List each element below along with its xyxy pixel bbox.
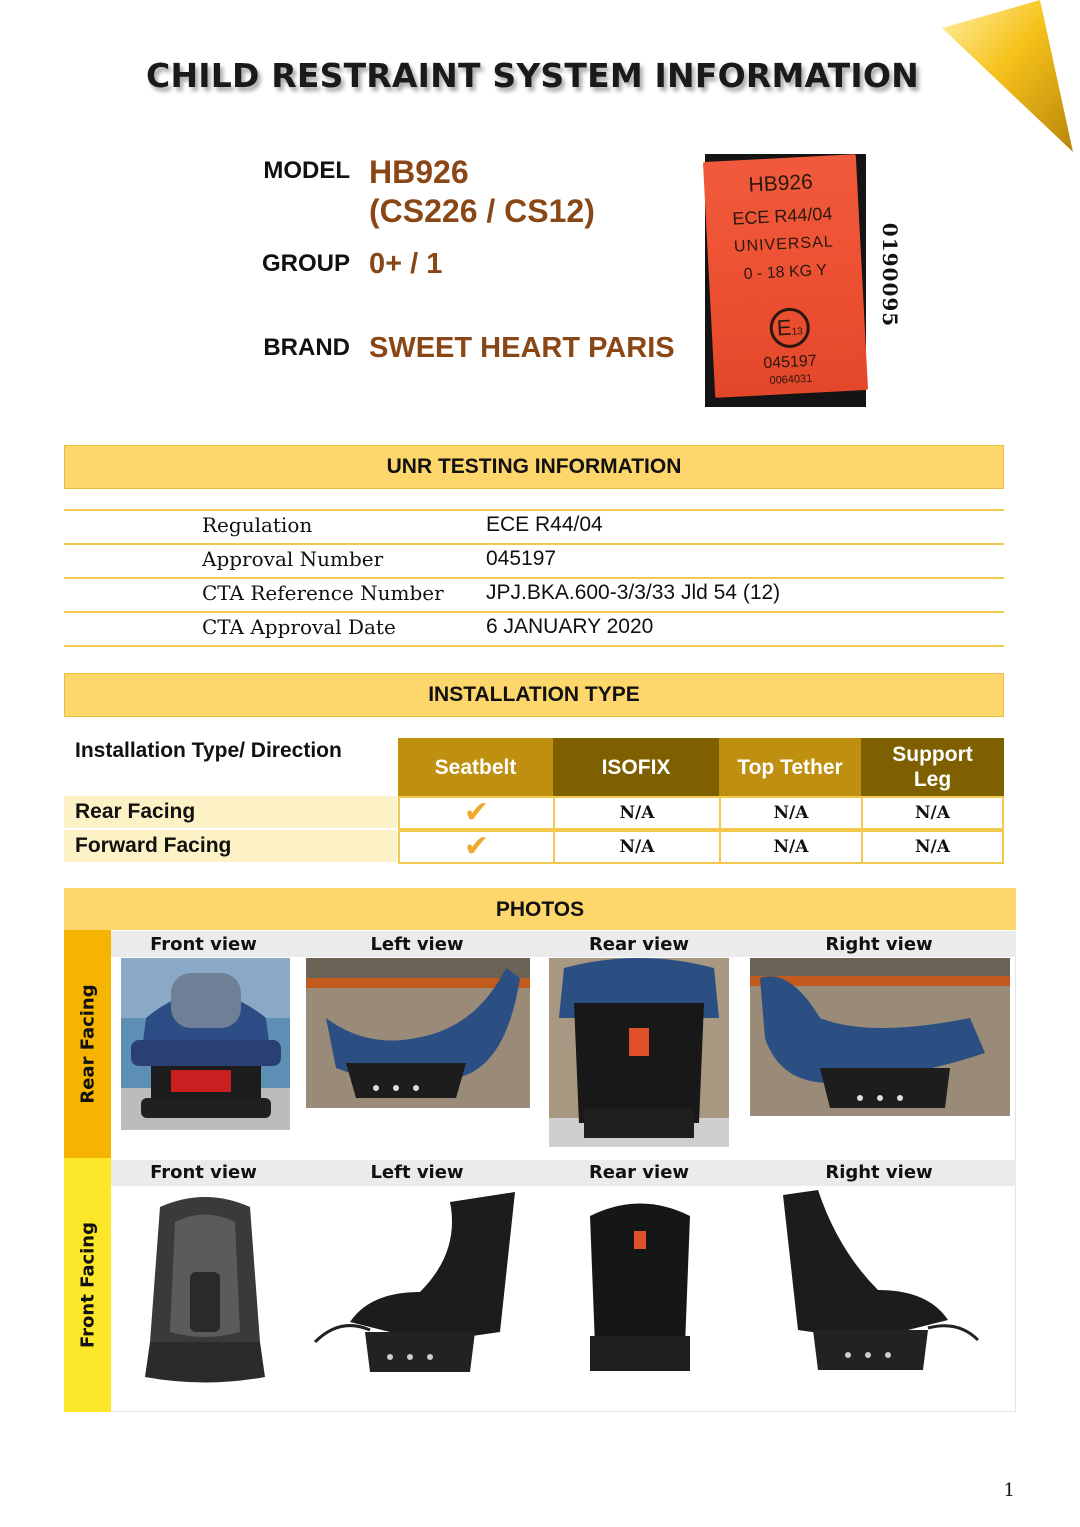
photo-rear-facing-left-view (306, 958, 530, 1108)
group-value: 0+ / 1 (369, 248, 443, 280)
photo-rear-facing-front-view (121, 958, 290, 1130)
column-header-seatbelt: Seatbelt (398, 738, 553, 796)
photos-heading: PHOTOS (64, 888, 1016, 930)
e-mark-icon: E13 (769, 307, 811, 349)
label-line-regulation: ECE R44/04 (731, 203, 833, 229)
photo-front-facing-right-view (778, 1190, 980, 1378)
photo-front-facing-rear-view (580, 1196, 700, 1376)
caption-front-rear-view: Rear view (588, 1162, 690, 1183)
photo-front-facing-front-view (140, 1192, 270, 1388)
label-line-model: HB926 (747, 170, 814, 197)
label-line-universal: UNIVERSAL (733, 233, 835, 256)
cell-rear-isofix: N/A (553, 796, 721, 830)
photo-front-facing-left-view (310, 1192, 520, 1380)
column-header-support-leg: Support Leg (861, 738, 1004, 796)
installation-direction-label: Installation Type/ Direction (75, 739, 342, 762)
cell-forward-support-leg: N/A (861, 830, 1004, 864)
photo-rear-facing-right-view (750, 958, 1010, 1116)
column-header-top-tether: Top Tether (719, 738, 861, 796)
unr-key-cta-date: CTA Approval Date (202, 615, 396, 639)
row-label-forward-facing: Forward Facing (64, 830, 397, 862)
caption-rear-front-view: Front view (150, 934, 257, 955)
cell-rear-support-leg: N/A (861, 796, 1004, 830)
column-header-isofix: ISOFIX (553, 738, 719, 796)
model-value: HB926 (369, 154, 469, 190)
unr-key-approval-number: Approval Number (202, 547, 384, 571)
cell-forward-seatbelt (398, 830, 555, 864)
caption-rear-left-view: Left view (370, 934, 464, 955)
cell-forward-isofix: N/A (553, 830, 721, 864)
approval-label-photo (705, 154, 866, 407)
label-approval-number: 045197 (762, 352, 818, 373)
cell-rear-top-tether: N/A (719, 796, 863, 830)
model-variant-value: (CS226 / CS12) (369, 193, 595, 229)
unr-value-approval-number: 045197 (486, 547, 557, 570)
group-label: GROUP (261, 250, 350, 277)
caption-front-left-view: Left view (370, 1162, 464, 1183)
row-label-rear-facing: Rear Facing (64, 796, 397, 828)
unr-value-cta-reference: JPJ.BKA.600-3/3/33 Jld 54 (12) (486, 581, 781, 604)
page-number: 1 (1003, 1480, 1015, 1501)
photo-rear-facing-rear-view (549, 958, 729, 1147)
caption-rear-rear-view: Rear view (588, 934, 690, 955)
label-line-weight: 0 - 18 KG Y (743, 261, 828, 284)
unr-value-regulation: ECE R44/04 (486, 513, 603, 536)
brand-label: BRAND (263, 334, 350, 361)
cell-forward-top-tether: N/A (719, 830, 863, 864)
checkmark-icon: ✔ (463, 829, 490, 864)
checkmark-icon: ✔ (463, 795, 490, 830)
caption-front-right-view: Right view (825, 1162, 933, 1183)
unr-heading: UNR TESTING INFORMATION (64, 445, 1004, 489)
side-serial-number: 0190095 (878, 222, 902, 328)
unr-key-regulation: Regulation (202, 513, 313, 537)
brand-value: SWEET HEART PARIS (369, 332, 675, 364)
unr-value-cta-date: 6 JANUARY 2020 (486, 615, 654, 638)
front-facing-band (64, 1158, 111, 1412)
front-facing-side-label: Front Facing (77, 1222, 98, 1348)
rear-facing-side-label: Rear Facing (77, 984, 98, 1104)
page-title: CHILD RESTRAINT SYSTEM INFORMATION (146, 56, 919, 95)
installation-heading: INSTALLATION TYPE (64, 673, 1004, 717)
caption-rear-right-view: Right view (825, 934, 933, 955)
caption-front-front-view: Front view (150, 1162, 257, 1183)
model-label: MODEL (263, 157, 350, 184)
unr-key-cta-reference: CTA Reference Number (202, 581, 444, 605)
corner-triangle-decoration (920, 0, 1080, 160)
cell-rear-seatbelt (398, 796, 555, 830)
label-serial-small: 0064031 (769, 372, 813, 387)
rear-facing-band (64, 930, 111, 1158)
